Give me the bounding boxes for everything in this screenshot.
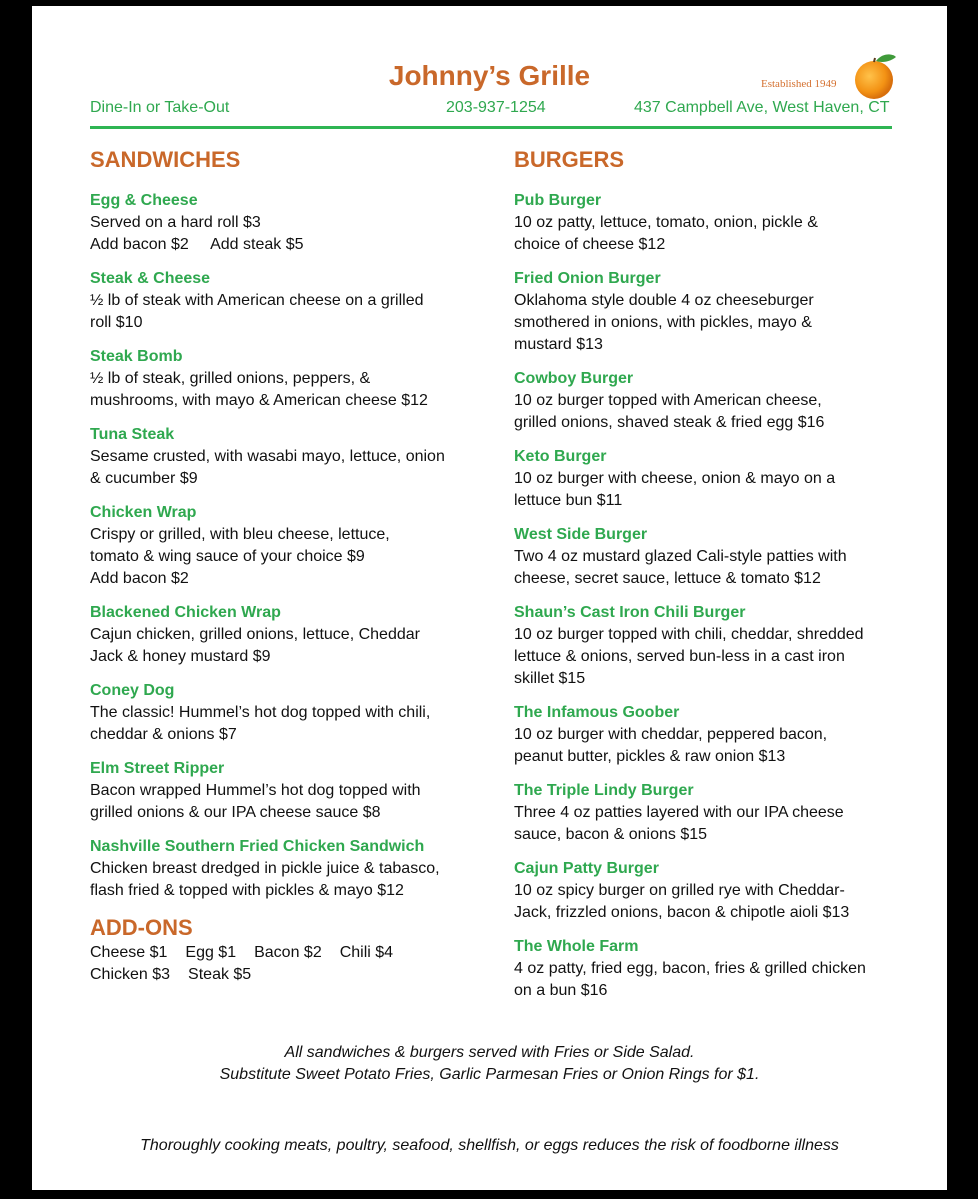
menu-item-name: The Triple Lindy Burger bbox=[514, 782, 694, 799]
menu-item bbox=[90, 836, 490, 902]
menu-item-description: Crispy or grilled, with bleu cheese, lettuce, bbox=[90, 526, 390, 543]
menu-item-description: 10 oz burger with cheese, onion & mayo on a bbox=[514, 470, 836, 487]
sandwich-list bbox=[90, 190, 490, 902]
menu-item bbox=[90, 424, 490, 490]
menu-item-description: sauce, bacon & onions $15 bbox=[514, 826, 708, 843]
menu-item-description: mustard $13 bbox=[514, 336, 603, 353]
menu-item-description: & cucumber $9 bbox=[90, 470, 198, 487]
menu-item bbox=[90, 268, 490, 334]
menu-item-description: Add bacon $2 bbox=[90, 570, 189, 587]
menu-item-description: mushrooms, with mayo & American cheese $12 bbox=[90, 392, 428, 409]
menu-item-description: choice of cheese $12 bbox=[514, 236, 666, 253]
addon-option: Bacon $2 bbox=[254, 944, 322, 961]
addons-list bbox=[90, 942, 490, 986]
addon-option: Egg $1 bbox=[185, 944, 237, 961]
menu-item-description: Bacon wrapped Hummel’s hot dog topped with bbox=[90, 782, 421, 799]
burgers-heading: BURGERS bbox=[514, 147, 625, 172]
addon-option: Chili $4 bbox=[339, 944, 394, 961]
menu-item-description: ½ lb of steak, grilled onions, peppers, & bbox=[90, 370, 371, 387]
menu-item bbox=[90, 680, 490, 746]
orange-icon bbox=[852, 51, 898, 101]
sandwiches-column bbox=[90, 146, 490, 986]
menu-item-description: skillet $15 bbox=[514, 670, 586, 687]
menu-item-name: Nashville Southern Fried Chicken Sandwich bbox=[90, 838, 425, 855]
menu-item-name: Keto Burger bbox=[514, 448, 607, 465]
menu-item bbox=[90, 190, 490, 256]
menu-item-description: 10 oz patty, lettuce, tomato, onion, pickle & bbox=[514, 214, 818, 231]
addon-option: Chicken $3 bbox=[90, 966, 171, 983]
menu-item bbox=[514, 936, 914, 1002]
menu-item-description: roll $10 bbox=[90, 314, 143, 331]
addons-heading: ADD-ONS bbox=[90, 915, 193, 940]
sides-note: All sandwiches & burgers served with Fries or Side Salad. bbox=[284, 1044, 695, 1061]
menu-item-description: Oklahoma style double 4 oz cheeseburger bbox=[514, 292, 814, 309]
addon-option: Cheese $1 bbox=[90, 944, 168, 961]
sandwiches-heading: SANDWICHES bbox=[90, 147, 241, 172]
menu-item-description: grilled onions & our IPA cheese sauce $8 bbox=[90, 804, 381, 821]
menu-page bbox=[32, 6, 947, 1190]
menu-item bbox=[514, 268, 914, 356]
menu-item-description: 10 oz burger topped with American cheese, bbox=[514, 392, 822, 409]
menu-item-name: Coney Dog bbox=[90, 682, 175, 699]
menu-item-description: Three 4 oz patties layered with our IPA cheese bbox=[514, 804, 844, 821]
menu-item-description: tomato & wing sauce of your choice $9 bbox=[90, 548, 365, 565]
menu-item bbox=[90, 346, 490, 412]
menu-item-description: grilled onions, shaved steak & fried egg $16 bbox=[514, 414, 825, 431]
addon-option: Steak $5 bbox=[188, 966, 252, 983]
menu-item-description: 10 oz burger topped with chili, cheddar, shredded bbox=[514, 626, 864, 643]
menu-item-description: lettuce & onions, served bun-less in a cast iron bbox=[514, 648, 845, 665]
phone-number: 203-937-1254 bbox=[446, 99, 546, 116]
substitute-note: Substitute Sweet Potato Fries, Garlic Parmesan Fries or Onion Rings for $1. bbox=[219, 1066, 760, 1083]
menu-item-name: Chicken Wrap bbox=[90, 504, 197, 521]
menu-item bbox=[90, 758, 490, 824]
menu-item-description: 10 oz spicy burger on grilled rye with Cheddar- bbox=[514, 882, 845, 899]
address: 437 Campbell Ave, West Haven, CT bbox=[634, 99, 890, 116]
menu-item-description: Chicken breast dredged in pickle juice & tabasco, bbox=[90, 860, 440, 877]
burgers-column bbox=[514, 146, 914, 1014]
menu-item-description: flash fried & topped with pickles & mayo $12 bbox=[90, 882, 404, 899]
menu-item-description: ½ lb of steak with American cheese on a grilled bbox=[90, 292, 424, 309]
addons-row bbox=[90, 964, 490, 986]
menu-item bbox=[90, 602, 490, 668]
menu-item-description: Jack, frizzled onions, bacon & chipotle aioli $13 bbox=[514, 904, 850, 921]
menu-item-name: Elm Street Ripper bbox=[90, 760, 225, 777]
addons-row bbox=[90, 942, 490, 964]
menu-item-name: Cajun Patty Burger bbox=[514, 860, 659, 877]
menu-item-description: Jack & honey mustard $9 bbox=[90, 648, 271, 665]
menu-item-description: smothered in onions, with pickles, mayo & bbox=[514, 314, 812, 331]
menu-item-name: Steak & Cheese bbox=[90, 270, 211, 287]
menu-item bbox=[514, 602, 914, 690]
menu-item bbox=[514, 858, 914, 924]
menu-item-name: The Whole Farm bbox=[514, 938, 639, 955]
burger-list bbox=[514, 190, 914, 1002]
menu-item-description: The classic! Hummel’s hot dog topped with chili, bbox=[90, 704, 431, 721]
menu-item bbox=[514, 446, 914, 512]
established-label: Established 1949 bbox=[761, 78, 837, 90]
menu-item-name: West Side Burger bbox=[514, 526, 648, 543]
menu-item-name: Shaun’s Cast Iron Chili Burger bbox=[514, 604, 746, 621]
menu-item bbox=[514, 190, 914, 256]
menu-item-description: Served on a hard roll $3 bbox=[90, 214, 261, 231]
restaurant-title: Johnny’s Grille bbox=[388, 60, 591, 91]
menu-item bbox=[514, 702, 914, 768]
menu-item-name: Pub Burger bbox=[514, 192, 602, 209]
header-divider bbox=[90, 126, 892, 129]
menu-item-description: cheese, secret sauce, lettuce & tomato $12 bbox=[514, 570, 821, 587]
menu-item-name: Cowboy Burger bbox=[514, 370, 634, 387]
menu-item-description: Cajun chicken, grilled onions, lettuce, Cheddar bbox=[90, 626, 420, 643]
menu-item-name: Tuna Steak bbox=[90, 426, 175, 443]
menu-item-description: on a bun $16 bbox=[514, 982, 608, 999]
menu-item bbox=[514, 780, 914, 846]
menu-item-name: Fried Onion Burger bbox=[514, 270, 661, 287]
menu-item-description: lettuce bun $11 bbox=[514, 492, 623, 509]
menu-item-description: Two 4 oz mustard glazed Cali-style patties with bbox=[514, 548, 847, 565]
menu-item-description: Add bacon $2 Add steak $5 bbox=[90, 236, 304, 253]
menu-item-name: The Infamous Goober bbox=[514, 704, 680, 721]
menu-item-description: 10 oz burger with cheddar, peppered bacon, bbox=[514, 726, 828, 743]
menu-item-description: cheddar & onions $7 bbox=[90, 726, 237, 743]
menu-item-name: Egg & Cheese bbox=[90, 192, 198, 209]
food-safety-disclaimer: Thoroughly cooking meats, poultry, seafood, shellfish, or eggs reduces the risk of foodborne illness bbox=[140, 1137, 839, 1154]
menu-item bbox=[90, 502, 490, 590]
menu-item bbox=[514, 524, 914, 590]
service-type: Dine-In or Take-Out bbox=[90, 99, 230, 116]
menu-item-description: peanut butter, pickles & raw onion $13 bbox=[514, 748, 786, 765]
menu-item-name: Blackened Chicken Wrap bbox=[90, 604, 281, 621]
menu-item-description: 4 oz patty, fried egg, bacon, fries & grilled chicken bbox=[514, 960, 866, 977]
menu-item-description: Sesame crusted, with wasabi mayo, lettuce, onion bbox=[90, 448, 445, 465]
menu-item-name: Steak Bomb bbox=[90, 348, 183, 365]
menu-item bbox=[514, 368, 914, 434]
